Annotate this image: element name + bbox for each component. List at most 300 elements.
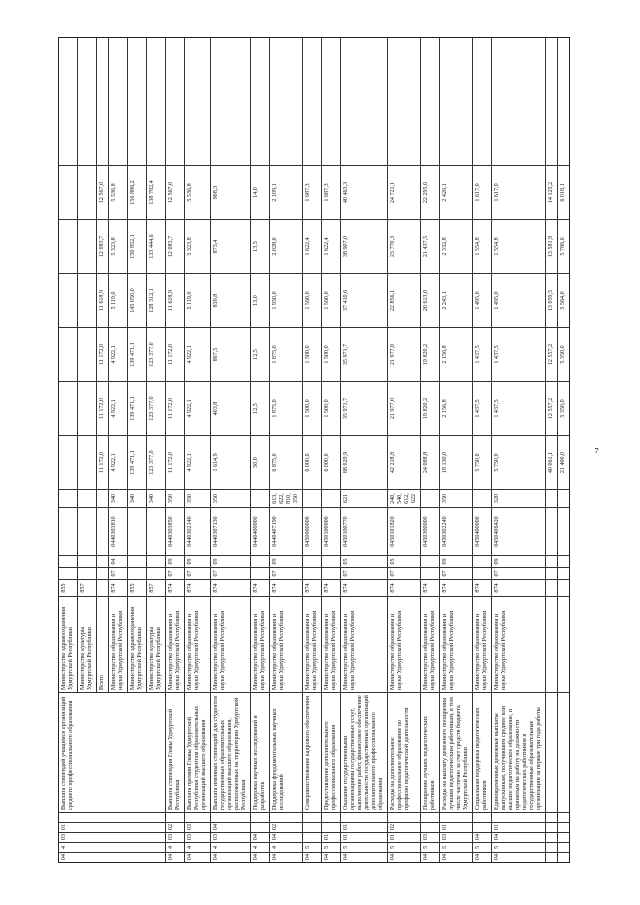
program-code-cell xyxy=(166,812,184,822)
section-cell xyxy=(78,567,96,579)
expense-type-cell: 613, 622, 810, 350 xyxy=(270,489,302,507)
program-code-cell: 04 xyxy=(492,832,545,842)
target-article-cell: 0450101820 xyxy=(388,507,420,555)
responsible-org-cell: Министерство образования и науки Удмуртской Республики xyxy=(492,596,545,692)
table-row xyxy=(440,38,473,862)
program-name-cell: Единовременные денежные выплаты выпускникам, получившим среднее или высшее педагогическое образование, и принятым на работу на должности педагогических работников в государственные образовательные организации за первые три года работы xyxy=(492,692,545,812)
program-code-cell: 04 xyxy=(251,832,269,842)
value-cell: 5 119,0 xyxy=(109,273,127,327)
grbs-cell: 874 xyxy=(473,579,491,596)
program-name-cell: Поощрение лучших педагогических работников xyxy=(421,692,439,812)
grbs-cell: 874 xyxy=(109,579,127,596)
target-article-cell: 0450000000 xyxy=(303,507,321,555)
value-cell: 22 856,1 xyxy=(388,273,420,327)
program-code-cell: 4 xyxy=(59,842,165,852)
table-subrow xyxy=(97,38,109,692)
section-cell xyxy=(251,567,269,579)
expense-type-cell xyxy=(251,489,269,507)
value-cell: 5 786,6 xyxy=(558,219,569,273)
value-cell: 1 495,0 xyxy=(473,273,491,327)
section-cell xyxy=(473,567,491,579)
value-cell: 1 687,3 xyxy=(322,165,340,219)
value-cell: 11 172,0 xyxy=(97,435,108,489)
section-cell: 07 xyxy=(270,567,302,579)
table-row xyxy=(303,38,322,862)
value-cell: 1 500,0 xyxy=(322,327,340,381)
value-cell: 11 172,0 xyxy=(166,435,184,489)
value-cell xyxy=(322,110,340,165)
value-cell: 20 613,0 xyxy=(421,273,439,327)
subsection-cell xyxy=(147,555,165,567)
program-code-cell xyxy=(59,812,165,822)
value-cell: 128 312,1 xyxy=(147,273,165,327)
responsible-org-cell: Всего xyxy=(97,596,108,692)
program-code-cell: 03 xyxy=(185,822,210,832)
expense-type-cell: 350 xyxy=(185,489,210,507)
expense-type-cell: 350 xyxy=(440,489,472,507)
value-cell: 13,5 xyxy=(251,219,269,273)
value-cell: 11 172,0 xyxy=(166,381,184,435)
table-row xyxy=(341,38,388,862)
empty-cell xyxy=(546,832,557,842)
value-cell xyxy=(251,110,269,165)
program-code-cell: 4 xyxy=(270,842,302,852)
value-cell xyxy=(166,110,184,165)
value-cell xyxy=(59,165,77,219)
table-row xyxy=(558,38,569,862)
value-cell: 6 000,0 xyxy=(303,435,321,489)
value-cell xyxy=(78,273,96,327)
subsection-cell: 09 xyxy=(440,555,472,567)
subsection-cell xyxy=(78,555,96,567)
program-code-cell: 4 xyxy=(185,842,210,852)
program-code-cell: 04 xyxy=(270,832,302,842)
table-subrow xyxy=(59,38,78,692)
value-cell xyxy=(388,110,420,165)
table-row xyxy=(322,38,341,862)
value-cell: 5 323,8 xyxy=(109,219,127,273)
program-code-cell: 04 xyxy=(166,852,184,862)
value-cell xyxy=(59,327,77,381)
empty-cell xyxy=(558,507,569,555)
value-cell: 1 622,4 xyxy=(303,219,321,273)
value-cell: 1 437,5 xyxy=(492,381,545,435)
grbs-cell: 855 xyxy=(128,579,146,596)
empty-cell xyxy=(558,832,569,842)
value-cell: 21 400,0 xyxy=(558,435,569,489)
subsection-cell xyxy=(97,555,108,567)
expense-type-cell xyxy=(421,489,439,507)
program-code-cell: 5 xyxy=(421,842,439,852)
value-cell: 1 500,0 xyxy=(303,327,321,381)
value-cell: 2 028,0 xyxy=(270,219,302,273)
program-code-cell: 03 xyxy=(59,832,165,842)
table-subrow xyxy=(147,38,165,692)
value-cell xyxy=(78,381,96,435)
table-row xyxy=(185,38,211,862)
program-code-cell: 4 xyxy=(251,842,269,852)
program-code-cell: 5 xyxy=(303,842,321,852)
subsection-cell xyxy=(421,555,439,567)
program-name-cell: Расходы на дополнительное профессиональное образование по профилю педагогической деятельности xyxy=(388,692,420,812)
value-cell: 4 922,1 xyxy=(109,435,127,489)
empty-cell xyxy=(546,489,557,507)
value-cell xyxy=(97,110,108,165)
value-cell: 4 922,1 xyxy=(185,435,210,489)
sub-rows xyxy=(59,38,165,692)
table-subrow xyxy=(128,38,147,692)
value-cell: 1 617,0 xyxy=(492,165,545,219)
value-cell: 839,8 xyxy=(211,273,250,327)
section-cell xyxy=(147,567,165,579)
value-cell: 2 426,1 xyxy=(440,165,472,219)
program-code-cell: 01 xyxy=(341,832,387,842)
program-code-cell: 5 xyxy=(440,842,472,852)
value-cell: 133 444,6 xyxy=(147,219,165,273)
value-cell: 4 922,1 xyxy=(185,381,210,435)
responsible-org-cell: Министерство образования и науки Удмуртской Республики xyxy=(185,596,210,692)
value-cell: 22 295,0 xyxy=(421,165,439,219)
value-cell: 138 782,4 xyxy=(147,165,165,219)
value-cell xyxy=(78,435,96,489)
empty-cell xyxy=(546,812,557,822)
responsible-org-cell: Министерство культуры Удмуртской Республики xyxy=(147,596,165,692)
value-cell: 13 059,5 xyxy=(546,273,557,327)
program-code-cell xyxy=(270,812,302,822)
value-cell: 873,4 xyxy=(211,219,250,273)
subsection-cell: 09 xyxy=(492,555,545,567)
section-cell: 07 xyxy=(109,567,127,579)
value-cell: 2 156,8 xyxy=(440,327,472,381)
value-cell: 2 109,1 xyxy=(270,165,302,219)
value-cell: 12 083,7 xyxy=(166,219,184,273)
subsection-cell: 09 xyxy=(270,555,302,567)
expense-type-cell: 340 xyxy=(147,489,165,507)
program-code-cell: 04 xyxy=(270,852,302,862)
expense-type-cell: 350 xyxy=(211,489,250,507)
program-code-cell: 02 xyxy=(166,822,184,832)
program-code-cell xyxy=(341,812,387,822)
section-cell: 07 xyxy=(211,567,250,579)
value-cell: 11 618,9 xyxy=(166,273,184,327)
grbs-cell: 874 xyxy=(270,579,302,596)
program-code-cell xyxy=(251,812,269,822)
program-code-cell xyxy=(473,822,491,832)
value-cell: 2 156,8 xyxy=(440,381,472,435)
program-code-cell xyxy=(303,812,321,822)
empty-cell xyxy=(546,507,557,555)
value-cell: 908,3 xyxy=(211,165,250,219)
value-cell: 5 323,8 xyxy=(185,219,210,273)
value-cell: 2 243,1 xyxy=(440,273,472,327)
target-article-cell: 0440303850 xyxy=(166,507,184,555)
value-cell xyxy=(270,110,302,165)
empty-cell xyxy=(546,822,557,832)
empty-cell xyxy=(546,852,557,862)
value-cell: 123 377,0 xyxy=(147,327,165,381)
empty-cell xyxy=(558,842,569,852)
value-cell: 11 172,0 xyxy=(97,381,108,435)
value-cell: 5 564,0 xyxy=(558,273,569,327)
value-cell: 4 922,1 xyxy=(185,327,210,381)
program-name-cell: Совершенствование кадрового обеспечения xyxy=(303,692,321,812)
grbs-cell: 874 xyxy=(388,579,420,596)
expense-type-cell: 621 xyxy=(341,489,387,507)
program-name-cell: Выплата стипендии Главы Удмуртской Республики xyxy=(166,692,184,812)
empty-cell xyxy=(558,812,569,822)
grbs-cell: 874 xyxy=(211,579,250,596)
value-cell xyxy=(211,110,250,165)
program-code-cell xyxy=(322,812,340,822)
responsible-org-cell: Министерство образования и науки Удмуртской Республики xyxy=(473,596,491,692)
value-cell: 1 495,0 xyxy=(492,273,545,327)
program-name-cell: Социальная поддержка педагогических работников xyxy=(473,692,491,812)
value-cell: 13,0 xyxy=(251,273,269,327)
value-cell: 2 332,8 xyxy=(440,219,472,273)
value-cell xyxy=(59,435,77,489)
value-cell: 1 437,5 xyxy=(492,327,545,381)
subsection-cell xyxy=(128,555,146,567)
value-cell: 5 350,0 xyxy=(558,381,569,435)
target-article-cell: 0450100000 xyxy=(322,507,340,555)
program-code-cell xyxy=(440,812,472,822)
program-code-cell: 04 xyxy=(473,832,491,842)
section-cell: 07 xyxy=(341,567,387,579)
section-cell: 07 xyxy=(492,567,545,579)
section-cell xyxy=(421,567,439,579)
table-subrow xyxy=(109,38,128,692)
program-code-cell xyxy=(492,812,545,822)
value-cell: 150 852,1 xyxy=(128,219,146,273)
value-cell: 12 557,2 xyxy=(546,381,557,435)
responsible-org-cell: Министерство здравоохранения Удмуртской Республики xyxy=(59,596,77,692)
section-cell: 07 xyxy=(440,567,472,579)
target-article-cell xyxy=(97,507,108,555)
empty-cell xyxy=(546,596,557,692)
grbs-cell: 874 xyxy=(303,579,321,596)
program-code-cell xyxy=(388,812,420,822)
value-cell xyxy=(147,110,165,165)
value-cell xyxy=(78,219,96,273)
value-cell: 1 500,0 xyxy=(322,381,340,435)
program-name-cell: Поддержка фундаментальных научных исследований xyxy=(270,692,302,812)
section-cell: 07 xyxy=(185,567,210,579)
responsible-org-cell: Министерство образования и науки Удмуртской Республики xyxy=(109,596,127,692)
target-article-cell xyxy=(128,507,146,555)
target-article-cell: 0450300000 xyxy=(421,507,439,555)
value-cell xyxy=(546,110,557,165)
table-row xyxy=(546,38,558,862)
value-cell xyxy=(59,381,77,435)
grbs-cell: 874 xyxy=(341,579,387,596)
value-cell: 13 581,9 xyxy=(546,219,557,273)
value-cell: 88 029,9 xyxy=(341,435,387,489)
section-cell xyxy=(322,567,340,579)
expense-type-cell xyxy=(322,489,340,507)
program-code-cell: 01 xyxy=(341,822,387,832)
value-cell xyxy=(492,110,545,165)
value-cell: 5 350,0 xyxy=(558,327,569,381)
section-cell: 07 xyxy=(388,567,420,579)
program-name-cell: Выплата именных стипендий для студентов государственных образовательных организаций высшего образования, расположенных на территории Удмуртской Республики xyxy=(211,692,250,812)
program-name-cell: Оказание государственными организациями государственных услуг, выполнение работ, финансовое обеспечение деятельности государственных организаций дополнительного профессионального образования xyxy=(341,692,387,812)
target-article-cell: 0440400000 xyxy=(251,507,269,555)
empty-cell xyxy=(558,567,569,579)
value-cell: 42 218,8 xyxy=(388,435,420,489)
expense-type-cell xyxy=(303,489,321,507)
program-code-cell: 04 xyxy=(440,852,472,862)
program-code-cell xyxy=(322,822,340,832)
target-article-cell xyxy=(78,507,96,555)
expense-type-cell: 240, 540, 612, 622 xyxy=(388,489,420,507)
value-cell: 14 125,2 xyxy=(546,165,557,219)
value-cell: 4 922,1 xyxy=(109,381,127,435)
value-cell: 1 950,0 xyxy=(270,273,302,327)
value-cell: 139 471,1 xyxy=(128,327,146,381)
target-article-cell: 0450400000 xyxy=(473,507,491,555)
empty-cell xyxy=(558,555,569,567)
value-cell: 1 875,0 xyxy=(270,381,302,435)
value-cell: 38 907,0 xyxy=(341,219,387,273)
subsection-cell: 09 xyxy=(185,555,210,567)
target-article-cell: 0450406420 xyxy=(492,507,545,555)
empty-cell xyxy=(558,852,569,862)
value-cell: 1 560,0 xyxy=(303,273,321,327)
value-cell: 1 875,0 xyxy=(270,327,302,381)
grbs-cell: 874 xyxy=(421,579,439,596)
value-cell: 139 471,1 xyxy=(128,381,146,435)
value-cell: 12,5 xyxy=(251,381,269,435)
program-code-cell: 04 xyxy=(211,852,250,862)
grbs-cell: 857 xyxy=(147,579,165,596)
grbs-cell: 874 xyxy=(322,579,340,596)
subsection-cell: 09 xyxy=(211,555,250,567)
value-cell: 6 000,0 xyxy=(322,435,340,489)
program-code-cell: 01 xyxy=(388,832,420,842)
grbs-cell: 874 xyxy=(440,579,472,596)
value-cell: 123 377,0 xyxy=(147,435,165,489)
program-code-cell xyxy=(211,812,250,822)
subsection-cell xyxy=(251,555,269,567)
expense-type-cell xyxy=(78,489,96,507)
section-cell xyxy=(303,567,321,579)
responsible-org-cell: Министерство образования и науки Удмуртской Республики xyxy=(270,596,302,692)
responsible-org-cell: Министерство образования и науки Удмуртской Республики xyxy=(388,596,420,692)
value-cell xyxy=(440,110,472,165)
value-cell: 1 554,8 xyxy=(492,219,545,273)
responsible-org-cell: Министерство образования и науки Удмуртской Республики xyxy=(322,596,340,692)
responsible-org-cell: Министерство образования и науки Удмуртской Республики xyxy=(251,596,269,692)
responsible-org-cell: Министерство образования и науки Удмуртской Республики xyxy=(166,596,184,692)
program-code-cell: 04 xyxy=(322,852,340,862)
value-cell xyxy=(185,110,210,165)
value-cell xyxy=(59,219,77,273)
program-code-cell: 5 xyxy=(492,842,545,852)
subsection-cell: 05 xyxy=(388,555,420,567)
table-row xyxy=(251,38,270,862)
value-cell: 5 750,0 xyxy=(492,435,545,489)
grbs-cell: 874 xyxy=(166,579,184,596)
value-cell: 19 820,2 xyxy=(421,381,439,435)
value-cell: 12 567,0 xyxy=(97,165,108,219)
section-cell xyxy=(128,567,146,579)
program-code-cell: 04 xyxy=(341,852,387,862)
target-article-cell: 0450100770 xyxy=(341,507,387,555)
program-code-cell: 01 xyxy=(492,822,545,832)
value-cell: 21 437,5 xyxy=(421,219,439,273)
program-code-cell: 04 xyxy=(185,852,210,862)
program-name-cell: Выплата стипендий учащимся организаций среднего профессионального образования xyxy=(59,692,165,812)
value-cell xyxy=(303,110,321,165)
program-code-cell: 04 xyxy=(59,852,165,862)
program-code-cell: 01 xyxy=(440,822,472,832)
table-row xyxy=(473,38,492,862)
value-cell: 5 536,8 xyxy=(109,165,127,219)
program-code-cell: 03 xyxy=(421,832,439,842)
program-code-cell: 5 xyxy=(388,842,420,852)
page-number: 7 xyxy=(594,446,599,456)
value-cell: 11 172,0 xyxy=(97,327,108,381)
empty-cell xyxy=(558,692,569,812)
value-cell xyxy=(78,165,96,219)
responsible-org-cell: Министерство образования и науки Удмуртской Республики xyxy=(341,596,387,692)
target-article-cell: 0440303810 xyxy=(109,507,127,555)
value-cell: 12,5 xyxy=(251,327,269,381)
value-cell: 156 886,2 xyxy=(128,165,146,219)
empty-cell xyxy=(546,567,557,579)
table-row xyxy=(211,38,251,862)
program-code-cell: 04 xyxy=(473,852,491,862)
empty-cell xyxy=(546,692,557,812)
value-cell: 21 977,0 xyxy=(388,381,420,435)
responsible-org-cell: Министерство здравоохранения Удмуртской Республики xyxy=(128,596,146,692)
value-cell xyxy=(128,110,146,165)
value-cell: 807,5 xyxy=(211,327,250,381)
value-cell xyxy=(78,327,96,381)
responsible-org-cell: Министерство образования и науки Удмуртской Республики xyxy=(303,596,321,692)
program-code-cell: 04 xyxy=(388,852,420,862)
expense-type-cell xyxy=(97,489,108,507)
table-row xyxy=(421,38,440,862)
program-code-cell: 04 xyxy=(492,852,545,862)
budget-table xyxy=(58,37,570,863)
program-code-cell: 4 xyxy=(166,842,184,852)
value-cell xyxy=(59,273,77,327)
value-cell: 40 463,3 xyxy=(341,165,387,219)
value-cell xyxy=(421,110,439,165)
value-cell: 11 172,0 xyxy=(166,327,184,381)
expense-type-cell: 340 xyxy=(128,489,146,507)
target-article-cell: 0440407190 xyxy=(270,507,302,555)
empty-cell xyxy=(546,579,557,596)
section-cell xyxy=(97,567,108,579)
program-code-cell: 03 xyxy=(166,832,184,842)
table-subrow xyxy=(78,38,97,692)
program-code-cell: 02 xyxy=(388,822,420,832)
expense-type-cell xyxy=(473,489,491,507)
value-cell xyxy=(59,110,77,165)
program-code-cell xyxy=(251,822,269,832)
value-cell: 1 437,5 xyxy=(473,381,491,435)
table-row xyxy=(492,38,546,862)
value-cell: 1 687,3 xyxy=(303,165,321,219)
value-cell xyxy=(473,110,491,165)
value-cell: 5 750,0 xyxy=(473,435,491,489)
grbs-cell: 874 xyxy=(492,579,545,596)
value-cell: 1 554,8 xyxy=(473,219,491,273)
grbs-cell: 857 xyxy=(78,579,96,596)
program-name-cell: Поддержка научных исследований и разработок xyxy=(251,692,269,812)
